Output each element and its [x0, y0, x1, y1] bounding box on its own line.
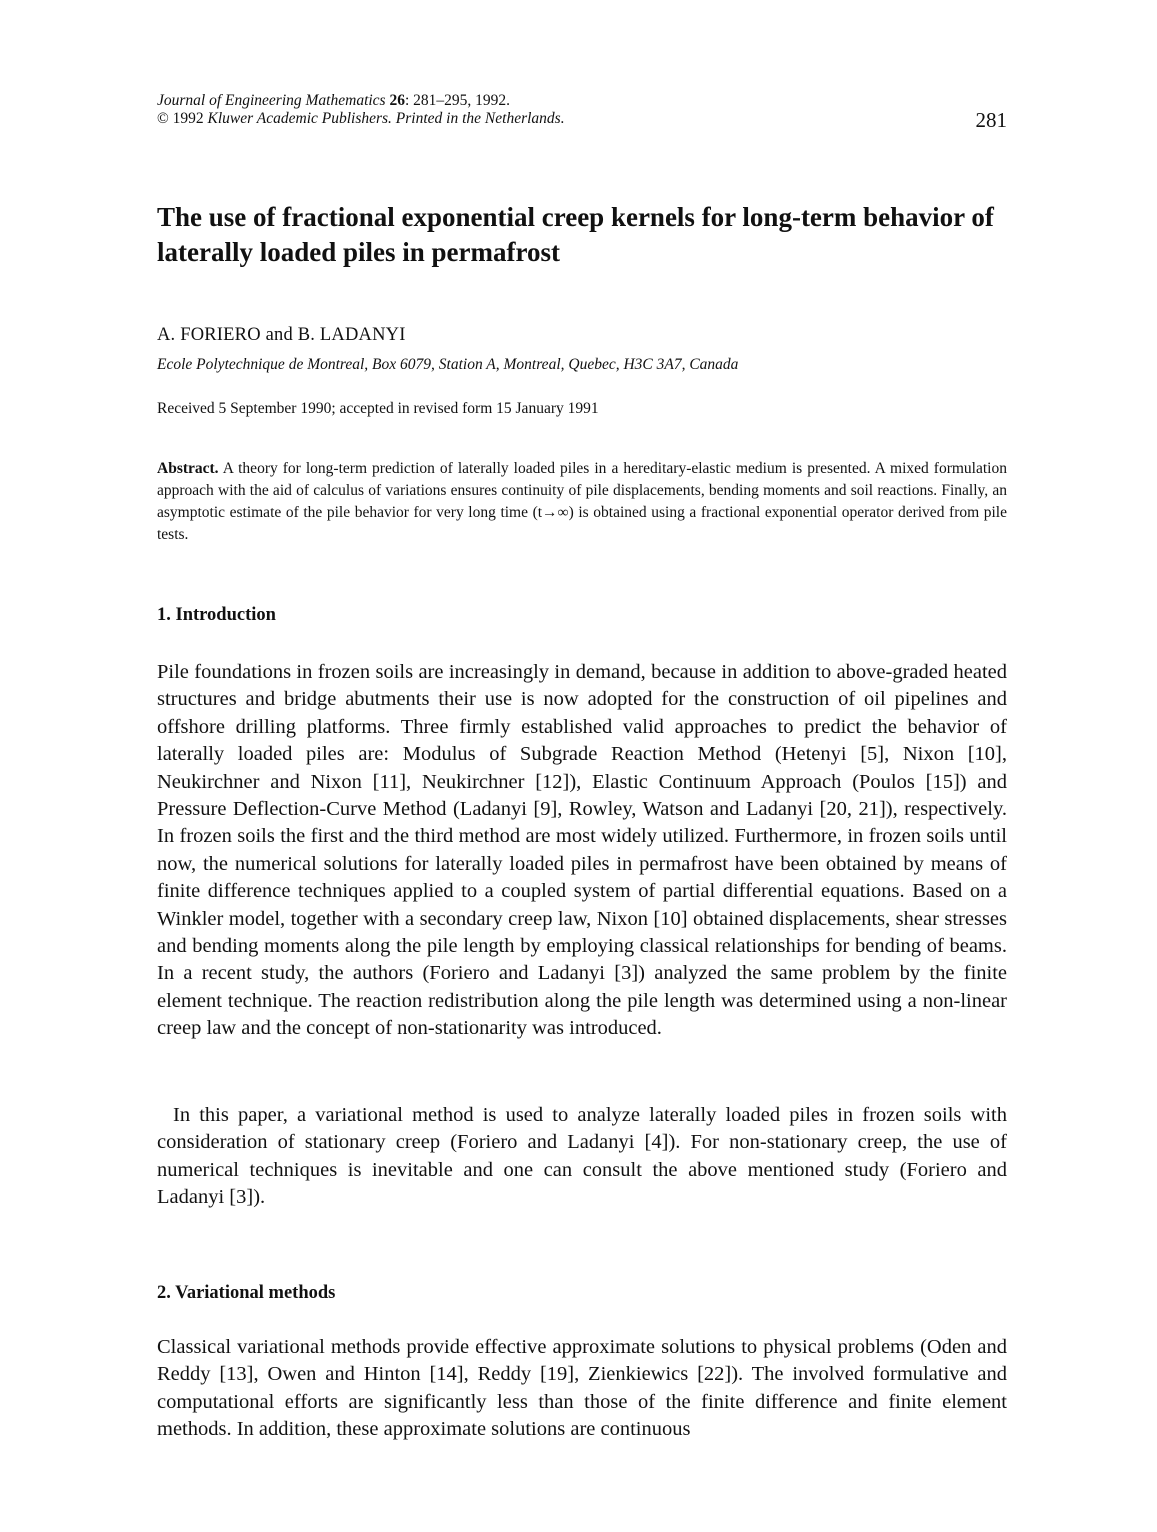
section-heading-variational-methods: 2. Variational methods — [157, 1283, 336, 1303]
journal-volume: 26 — [389, 92, 405, 109]
received-dates: Received 5 September 1990; accepted in revised form 15 January 1991 — [157, 400, 599, 417]
affiliation: Ecole Polytechnique de Montreal, Box 6079, Station A, Montreal, Quebec, H3C 3A7, Canada — [157, 356, 739, 373]
page-number: 281 — [975, 108, 1007, 132]
section-heading-introduction: 1. Introduction — [157, 605, 276, 625]
paper-title: The use of fractional exponential creep kernels for long-term behavior of laterally loaded piles in permafrost — [157, 202, 994, 267]
copyright-symbol: © — [157, 110, 169, 127]
authors: A. FORIERO and B. LADANYI — [157, 325, 406, 345]
journal-pages-year: : 281–295, 1992. — [404, 92, 511, 109]
abstract-label: Abstract. — [157, 460, 219, 477]
variational-methods-paragraph-1: Classical variational methods provide effective approximate solutions to physical problems (Oden and Reddy [13], Owen and Hinton [14], Reddy [19], Zienkiewics [22]). The involved formulative and computational efforts are significantly less than those of the finite difference and finite element methods. In addition, these approximate solutions are continuous — [157, 1336, 1007, 1441]
abstract-text: A theory for long-term prediction of laterally loaded piles in a hereditary-elastic medium is presented. A mixed formulation approach with the aid of calculus of variations ensures continuity of pile displacements, bending moments and soil reactions. Finally, an asymptotic estimate of the pile behavior for very long time (t→∞) is obtained using a fractional exponential operator derived from pile tests. — [157, 460, 1007, 543]
running-header — [157, 92, 1017, 128]
journal-name: Journal of Engineering Mathematics — [157, 92, 386, 109]
abstract — [157, 458, 1007, 546]
copyright-line — [157, 110, 1017, 128]
introduction-paragraph-2: In this paper, a variational method is used to analyze laterally loaded piles in frozen soils with consideration of stationary creep (Foriero and Ladanyi [4]). For non-stationary creep, the use of numerical techniques is inevitable and one can consult the above mentioned study (Foriero and Ladanyi [3]). — [157, 1104, 1007, 1209]
introduction-paragraph-1: Pile foundations in frozen soils are increasingly in demand, because in addition to above-graded heated structures and bridge abutments their use is now adopted for the construction of oil pipelines and offshore drilling platforms. Three firmly established valid approaches to predict the behavior of laterally loaded piles are: Modulus of Subgrade Reaction Method (Hetenyi [5], Nixon [10], Neukirchner and Nixon [11], Neukirchner [12]), Elastic Continuum Approach (Poulos [15]) and Pressure Deflection-Curve Method (Ladanyi [9], Rowley, Watson and Ladanyi [20, 21]), respectively. In frozen soils the first and the third method are most widely utilized. Furthermore, in frozen soils until now, the numerical solutions for laterally loaded piles in permafrost have been obtained by means of finite difference techniques applied to a coupled system of partial differential equations. Based on a Winkler model, together with a secondary creep law, Nixon [10] obtained displacements, shear stresses and bending moments along the pile length by employing classical relationships for bending of beams. In a recent study, the authors (Foriero and Ladanyi [3]) analyzed the same problem by the finite element technique. The reaction redistribution along the pile length was determined using a non-linear creep law and the concept of non-stationarity was introduced. — [157, 661, 1007, 1040]
copyright-year: 1992 — [172, 110, 204, 127]
publisher: Kluwer Academic Publishers. Printed in the Netherlands. — [207, 110, 565, 127]
journal-citation — [157, 92, 1017, 110]
